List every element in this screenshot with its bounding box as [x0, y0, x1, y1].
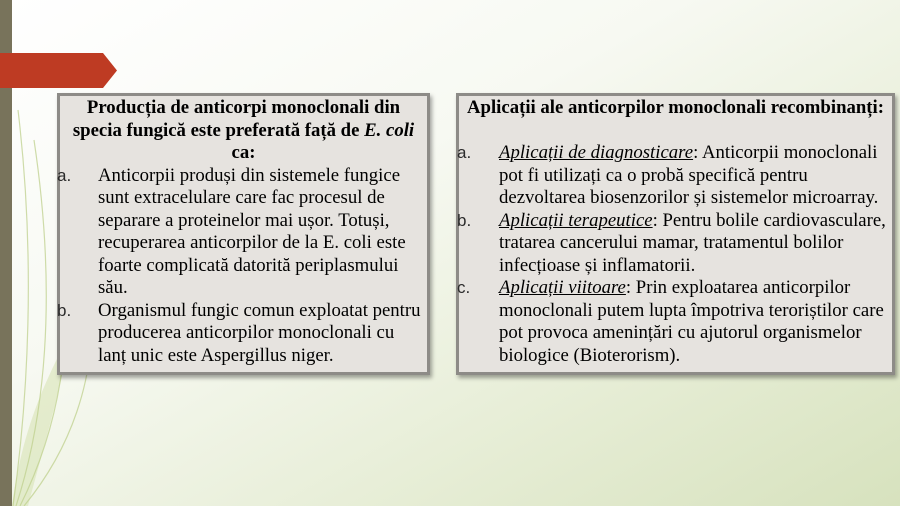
list-marker: c. [457, 278, 471, 297]
left-panel-title [57, 97, 430, 165]
right-panel-text [456, 97, 895, 367]
list-item-label: Aplicații terapeutice [499, 209, 653, 231]
list-item-line: Anticorpii produși din sistemele fungice [98, 164, 401, 186]
list-item-label: Aplicații de diagnosticare [499, 142, 694, 163]
list-item [456, 210, 895, 278]
title-arrow-accent [0, 53, 118, 89]
list-item-text: : Anticorpii monoclonali [693, 142, 878, 163]
list-item-line: recuperarea anticorpilor de la E. coli este [98, 232, 406, 253]
list-item [57, 300, 430, 368]
title-line: Aplicații ale anticorpilor monoclonali recombinanți: [467, 97, 884, 118]
list-item [456, 142, 895, 210]
list-item-line: dezvoltarea biosenzorilor și sistemelor microarray. [499, 187, 879, 208]
right-panel-title [456, 97, 895, 120]
title-line: ca: [231, 142, 256, 163]
title-line [57, 120, 430, 143]
list-item-line: biologice (Bioterorism). [499, 344, 681, 366]
list-item-line: monoclonali putem lupta împotriva teroriștilor care [499, 299, 884, 321]
list-item-line: tratarea cancerului mamar, tratamentul bolilor [499, 232, 844, 253]
list-item-line [499, 210, 895, 233]
list-item-text: : Prin exploatarea anticorpilor [625, 277, 851, 298]
list-item-text: : Pentru bolile cardiovasculare, [652, 209, 886, 231]
list-item-line: pot fi utilizați ca o probă specifică pentru [499, 164, 808, 186]
list-item-line [499, 142, 895, 165]
list-item-line: Organismul fungic comun exploatat pentru [98, 299, 421, 321]
spacer [456, 120, 895, 143]
list-marker: a. [57, 165, 72, 185]
list-item-line: infecțioase și inflamatorii. [499, 254, 696, 276]
list-item-line: lanț unic este Aspergillus niger. [98, 344, 334, 366]
left-panel-text [57, 97, 430, 367]
list-item-line [499, 277, 895, 300]
list-item-line: său. [98, 277, 128, 298]
list-item-line: sunt extracelulare care fac procesul de [98, 187, 385, 208]
list-marker: a. [457, 143, 472, 162]
list-marker: b. [457, 210, 472, 230]
list-item-line: pot provoca amenințări cu ajutorul organismelor [499, 322, 862, 343]
title-line-text: specia fungică este preferată față de [72, 119, 360, 141]
title-line: Producția de anticorpi monoclonali din [86, 97, 401, 118]
list-item-line: separare a proteinelor mai ușor. Totuși, [98, 209, 390, 231]
list-item [456, 277, 895, 367]
list-item [57, 165, 430, 300]
title-species-name: E. coli [364, 119, 415, 141]
list-item-line: producerea anticorpilor monoclonali cu [98, 322, 395, 343]
list-item-label: Aplicații viitoare [499, 277, 626, 298]
list-marker: b. [57, 300, 72, 320]
list-item-line: foarte complicată datorită periplasmului [98, 254, 399, 276]
